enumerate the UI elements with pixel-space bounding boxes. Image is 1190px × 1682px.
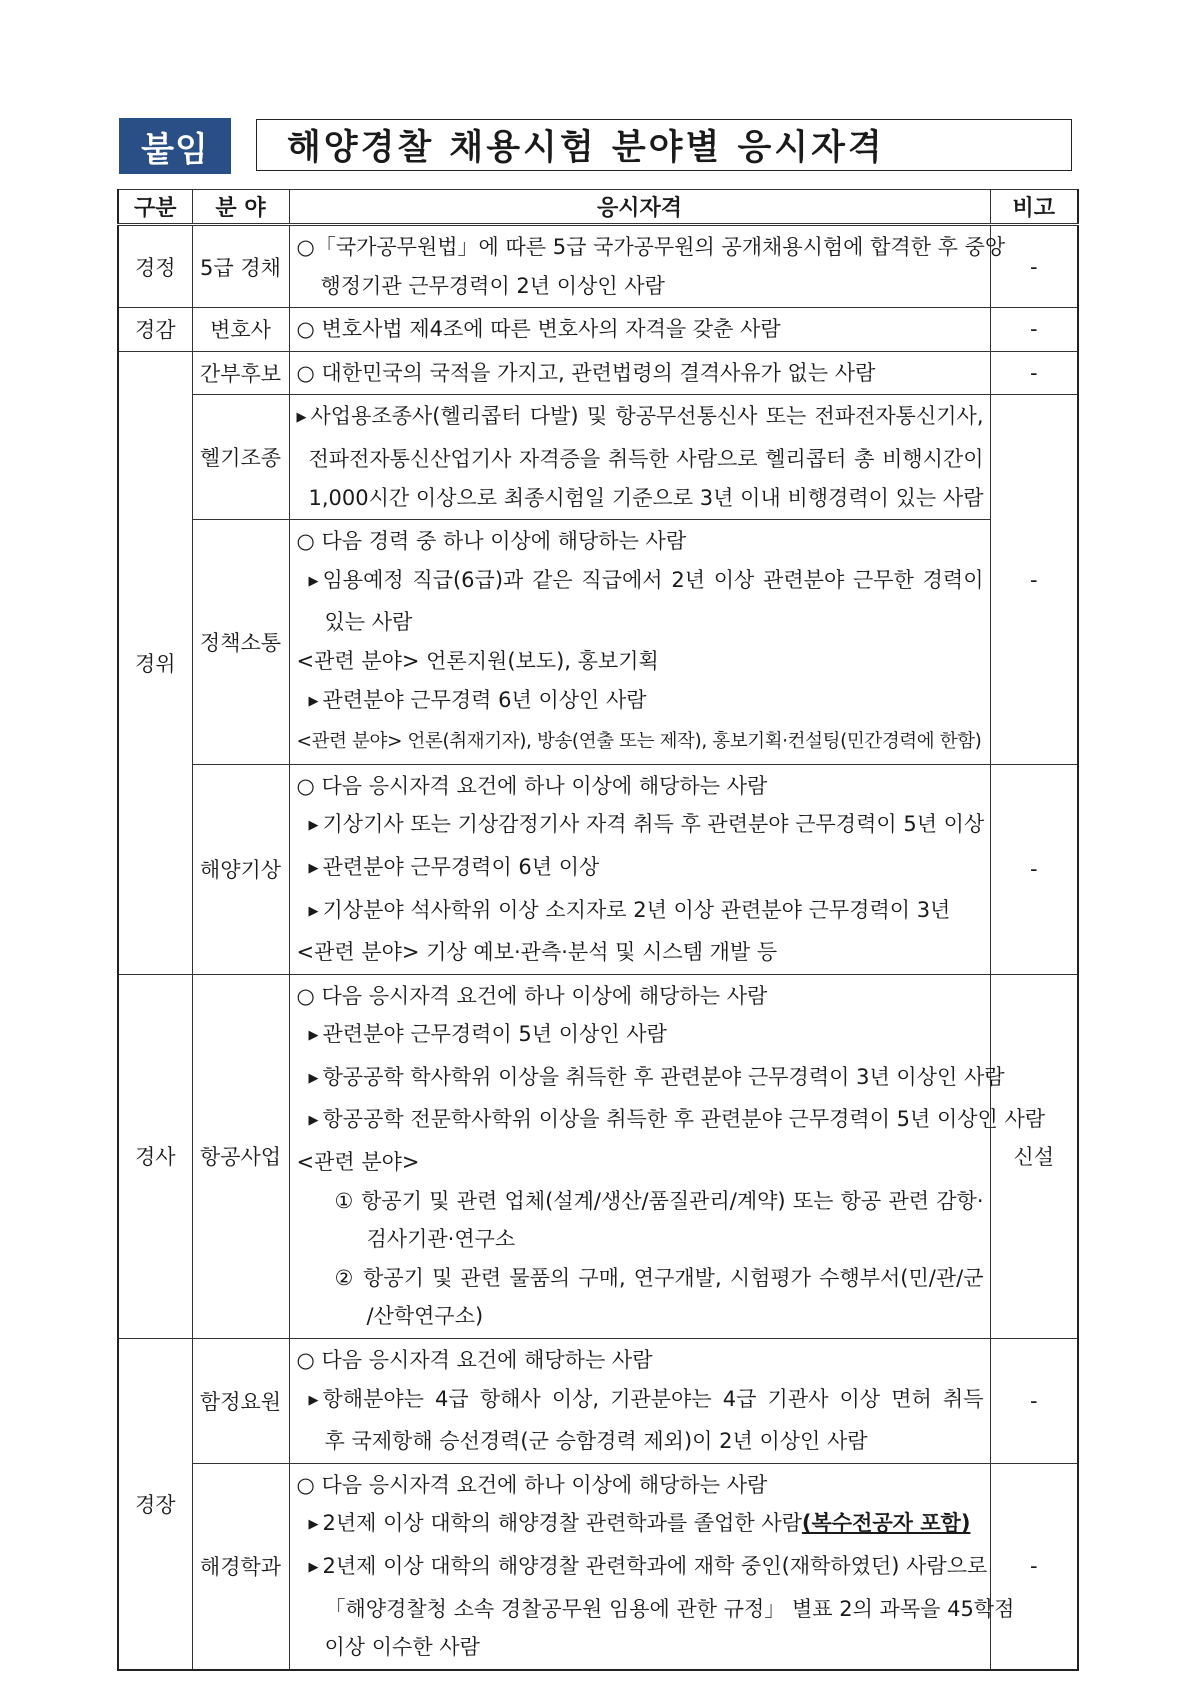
triangle-bullet-icon: ▶ xyxy=(308,693,319,709)
req-line: ▶ 관련분야 근무경력이 5년 이상인 사람 xyxy=(297,1015,984,1058)
req-line: ○ 다음 응시자격 요건에 하나 이상에 해당하는 사람 xyxy=(296,983,768,1008)
req-line: ○ 다음 경력 중 하나 이상에 해당하는 사람 xyxy=(296,529,687,554)
req-line: ▶ 사업용조종사(헬리콥터 다발) 및 항공무선통신사 또는 전파전자통신기사, xyxy=(297,397,984,440)
category-cell: 경위 xyxy=(118,351,192,974)
page-title: 해양경찰 채용시험 분야별 응시자격 xyxy=(256,119,1072,171)
table-row xyxy=(118,351,1078,395)
req-line: ○ 다음 응시자격 요건에 하나 이상에 해당하는 사람 xyxy=(296,773,768,798)
req-line: ○ 다음 응시자격 요건에 해당하는 사람 xyxy=(296,1348,653,1373)
req-line: 이상 이수한 사람 xyxy=(324,1635,480,1660)
req-line: ▶ 관련분야 근무경력이 6년 이상 xyxy=(297,848,984,891)
req-line: ▶ 2년제 이상 대학의 해양경찰 관련학과를 졸업한 사람(복수전공자 포함) xyxy=(297,1504,984,1547)
field-cell: 해경학과 xyxy=(192,1463,289,1669)
req-line: ② 항공기 및 관련 물품의 구매, 연구개발, 시험평가 수행부서(민/관/군 xyxy=(334,1265,984,1290)
field-cell: 헬기조종 xyxy=(192,395,289,520)
category-cell: 경정 xyxy=(118,225,192,308)
triangle-bullet-icon: ▶ xyxy=(308,903,319,919)
note-cell: - xyxy=(990,764,1078,974)
table-row xyxy=(118,395,1078,520)
req-line: ▶ 항공공학 전문학사학위 이상을 취득한 후 관련분야 근무경력이 5년 이상인 사람 xyxy=(297,1100,984,1143)
field-cell: 함정요원 xyxy=(192,1339,289,1464)
req-line: ① 항공기 및 관련 업체(설계/생산/품질관리/계약) 또는 항공 관련 감항· xyxy=(334,1188,984,1213)
qualification-cell xyxy=(289,1339,990,1464)
qualification-cell xyxy=(289,1463,1015,1669)
qualification-cell xyxy=(289,308,990,352)
note-cell: 신설 xyxy=(990,974,1078,1338)
triangle-bullet-icon: ▶ xyxy=(308,1070,319,1086)
req-line: <관련 분야> 언론지원(보도), 홍보기획 xyxy=(296,648,659,673)
qualification-cell xyxy=(289,351,990,395)
table-row xyxy=(118,308,1078,352)
qualification-cell xyxy=(289,764,990,974)
field-cell: 변호사 xyxy=(192,308,289,352)
table-row xyxy=(118,764,1078,974)
table-row xyxy=(118,1463,1078,1669)
note-cell: - xyxy=(990,308,1078,352)
table-row xyxy=(118,1339,1078,1464)
header-field: 분 야 xyxy=(192,190,289,225)
req-line: <관련 분야> 기상 예보·관측·분석 및 시스템 개발 등 xyxy=(296,940,778,965)
req-line: 행정기관 근무경력이 2년 이상인 사람 xyxy=(320,273,665,298)
triangle-bullet-icon: ▶ xyxy=(308,1517,319,1533)
note-cell: - xyxy=(990,395,1078,764)
req-line: ▶ 기상분야 석사학위 이상 소지자로 2년 이상 관련분야 근무경력이 3년 xyxy=(297,891,984,934)
req-line: ▶ 항해분야는 4급 항해사 이상, 기관분야는 4급 기관사 이상 면허 취득 xyxy=(297,1380,984,1423)
req-line: ○「국가공무원법」에 따른 5급 국가공무원의 공개채용시험에 합격한 후 중앙 xyxy=(296,235,1006,259)
req-line: ○ 변호사법 제4조에 따른 변호사의 자격을 갖춘 사람 xyxy=(296,317,781,342)
header-note: 비고 xyxy=(990,190,1078,225)
triangle-bullet-icon: ▶ xyxy=(308,1028,319,1044)
req-line: 있는 사람 xyxy=(324,610,413,635)
req-line: 검사기관·연구소 xyxy=(366,1227,516,1252)
table-row xyxy=(118,974,1078,1338)
qualification-cell xyxy=(289,395,990,520)
header-qualification: 응시자격 xyxy=(289,190,990,225)
table-row xyxy=(118,225,1078,308)
req-line: ▶ 항공공학 학사학위 이상을 취득한 후 관련분야 근무경력이 3년 이상인 사람 xyxy=(297,1058,984,1101)
qualification-table xyxy=(117,189,1079,1671)
field-cell: 5급 경채 xyxy=(192,225,289,308)
triangle-bullet-icon: ▶ xyxy=(308,860,319,876)
req-line: 후 국제항해 승선경력(군 승함경력 제외)이 2년 이상인 사람 xyxy=(324,1429,868,1454)
attachment-badge: 붙임 xyxy=(119,118,231,174)
note-cell: - xyxy=(990,351,1078,395)
category-cell: 경감 xyxy=(118,308,192,352)
field-cell: 항공사업 xyxy=(192,974,289,1338)
qualification-cell xyxy=(289,520,990,765)
req-line: ▶ 관련분야 근무경력 6년 이상인 사람 xyxy=(297,681,984,724)
req-line: 「해양경찰청 소속 경찰공무원 임용에 관한 규정」 별표 2의 과목을 45학점 xyxy=(324,1596,1015,1621)
triangle-bullet-icon: ▶ xyxy=(308,1113,319,1129)
table-row xyxy=(118,520,1078,765)
field-cell: 해양기상 xyxy=(192,764,289,974)
triangle-bullet-icon: ▶ xyxy=(308,1392,319,1408)
double-major-note: (복수전공자 포함) xyxy=(801,1511,971,1536)
note-cell: - xyxy=(990,225,1078,308)
field-cell: 정책소통 xyxy=(192,520,289,765)
field-cell: 간부후보 xyxy=(192,351,289,395)
req-line: <관련 분야> 언론(취재기자), 방송(연출 또는 제작), 홍보기획·컨설팅(민간경력에 한함) xyxy=(296,731,982,753)
req-line: /산학연구소) xyxy=(366,1304,484,1329)
note-cell: - xyxy=(990,1339,1078,1464)
triangle-bullet-icon: ▶ xyxy=(308,573,319,589)
category-cell: 경장 xyxy=(118,1339,192,1670)
category-cell: 경사 xyxy=(118,974,192,1338)
header-category: 구분 xyxy=(118,190,192,225)
req-line: ○ 다음 응시자격 요건에 하나 이상에 해당하는 사람 xyxy=(296,1472,768,1497)
triangle-bullet-icon: ▶ xyxy=(308,1560,319,1575)
table-header-row xyxy=(118,190,1078,225)
req-line: ▶ 임용예정 직급(6급)과 같은 직급에서 2년 이상 관련분야 근무한 경력이 xyxy=(297,561,984,604)
req-line: 1,000시간 이상으로 최종시험일 기준으로 3년 이내 비행경력이 있는 사람 xyxy=(308,485,984,510)
triangle-bullet-icon: ▶ xyxy=(308,818,319,834)
req-line: ▶ 기상기사 또는 기상감정기사 자격 취득 후 관련분야 근무경력이 5년 이상 xyxy=(297,805,984,848)
note-cell: - xyxy=(990,1463,1078,1669)
req-line: 전파전자통신산업기사 자격증을 취득한 사람으로 헬리콥터 총 비행시간이 xyxy=(308,446,984,471)
qualification-cell xyxy=(289,225,1006,308)
req-line: <관련 분야> xyxy=(296,1150,420,1175)
req-line: ○ 대한민국의 국적을 가지고, 관련법령의 결격사유가 없는 사람 xyxy=(296,360,876,385)
req-line: ▶ 2년제 이상 대학의 해양경찰 관련학과에 재학 중인(재학하였던) 사람으로 xyxy=(297,1547,984,1590)
triangle-bullet-icon: ▶ xyxy=(296,410,307,426)
